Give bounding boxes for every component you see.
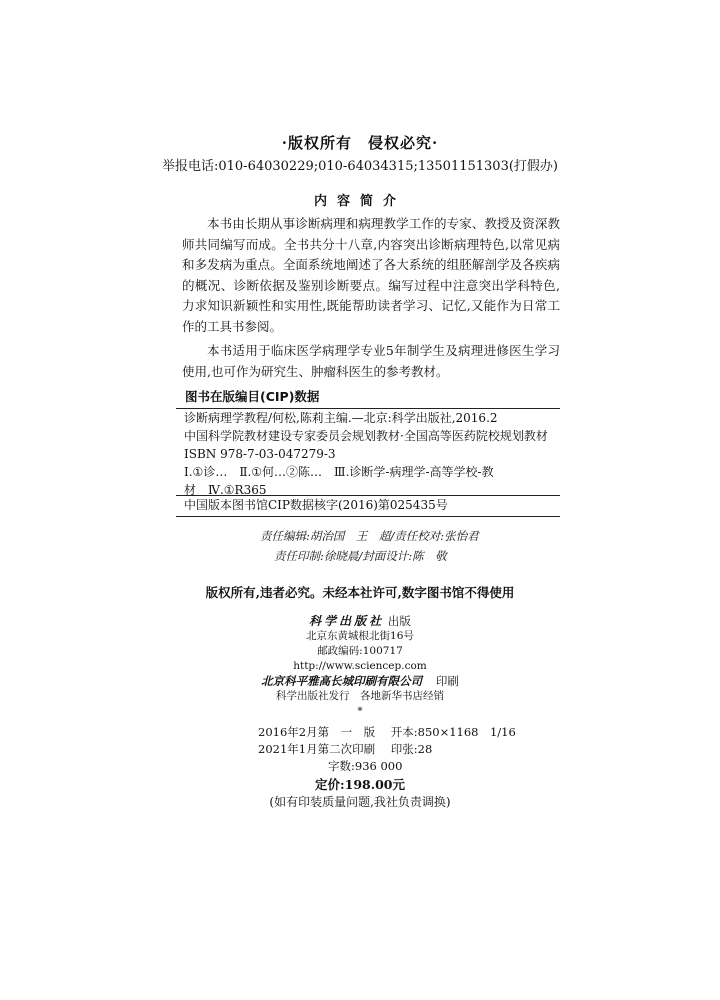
editors-line-1: 责任编辑:胡治国 王 超/责任校对:张怡君 <box>260 529 479 543</box>
print-date: 2021年1月第二次印刷 <box>258 742 376 756</box>
cip-line: 材 Ⅳ.①R365 <box>184 483 267 497</box>
intro-paragraph: 本书适用于临床医学病理学专业5年制学生及病理进修医生学习使用,也可作为研究生、肿瘤科医生的参考教材。 <box>182 343 560 379</box>
edition-row-2 <box>258 741 516 758</box>
printer-action: 印刷 <box>435 674 459 688</box>
format: 开本:850×1168 1/16 <box>390 725 516 739</box>
cip-line: Ⅰ.①诊… Ⅱ.①何…②陈… Ⅲ.诊断学-病理学-高等学校-教 <box>184 465 494 479</box>
cip-title: 图书在版编目(CIP)数据 <box>185 389 320 404</box>
cip-line: 诊断病理学教程/何松,陈莉主编.—北京:科学出版社,2016.2 <box>184 411 498 425</box>
report-phone: 举报电话:010-64030229;010-64034315;13501151303(打假办) <box>161 159 558 174</box>
cip-line: ISBN 978-7-03-047279-3 <box>184 447 336 461</box>
cip-record <box>176 408 560 496</box>
intro-title: 内容简介 <box>313 194 406 209</box>
editors-block <box>0 526 720 566</box>
separator-star: * <box>357 705 363 717</box>
editors-line-2: 责任印制:徐晓晨/封面设计:陈 敬 <box>274 549 447 563</box>
publisher-address: 北京东黄城根北街16号 <box>306 630 414 642</box>
printer-name: 北京科平雅高长城印刷有限公司 <box>261 674 423 688</box>
publisher-postcode: 邮政编码:100717 <box>317 645 403 657</box>
cip-line: 中国科学院教材建设专家委员会规划教材·全国高等医药院校规划教材 <box>184 429 548 443</box>
edition-row-1 <box>258 724 516 741</box>
quality-note: (如有印装质量问题,我社负责调换) <box>269 795 451 809</box>
edition-block <box>258 724 516 775</box>
distribution: 科学出版社发行 各地新华书店经销 <box>276 690 444 702</box>
word-count: 字数:936 000 <box>328 759 403 773</box>
rights-statement: 版权所有,违者必究。未经本社许可,数字图书馆不得使用 <box>205 585 515 600</box>
copyright-notice: ·版权所有 侵权必究· <box>281 134 439 152</box>
intro-paragraph: 本书由长期从事诊断病理和病理教学工作的专家、教授及资深教师共同编写而成。全书共分十八章,内容突出诊断病理特色,以常见病和多发病为重点。全面系统地阐述了各大系统的组胚解剖学及各疾病的概况、诊断依据及鉴别诊断要点。编写过程中注意突出学科特色,力求知识新颖性和实用性,既能帮助读者学习、记忆,又能作为日常工作的工具书参阅。 <box>182 216 560 334</box>
price: 定价:198.00元 <box>315 777 405 792</box>
publisher-line <box>0 614 720 629</box>
publisher-website: http://www.sciencep.com <box>293 660 427 672</box>
cip-library-number: 中国版本图书馆CIP数据核字(2016)第025435号 <box>176 494 560 517</box>
publisher-block <box>0 614 720 719</box>
intro-body <box>182 214 560 386</box>
first-edition: 2016年2月第 一 版 <box>258 725 376 739</box>
printer-line <box>0 674 720 689</box>
publisher-action: 出版 <box>387 614 411 628</box>
sheets: 印张:28 <box>390 742 433 756</box>
publisher-name: 科学出版社 <box>309 614 385 628</box>
